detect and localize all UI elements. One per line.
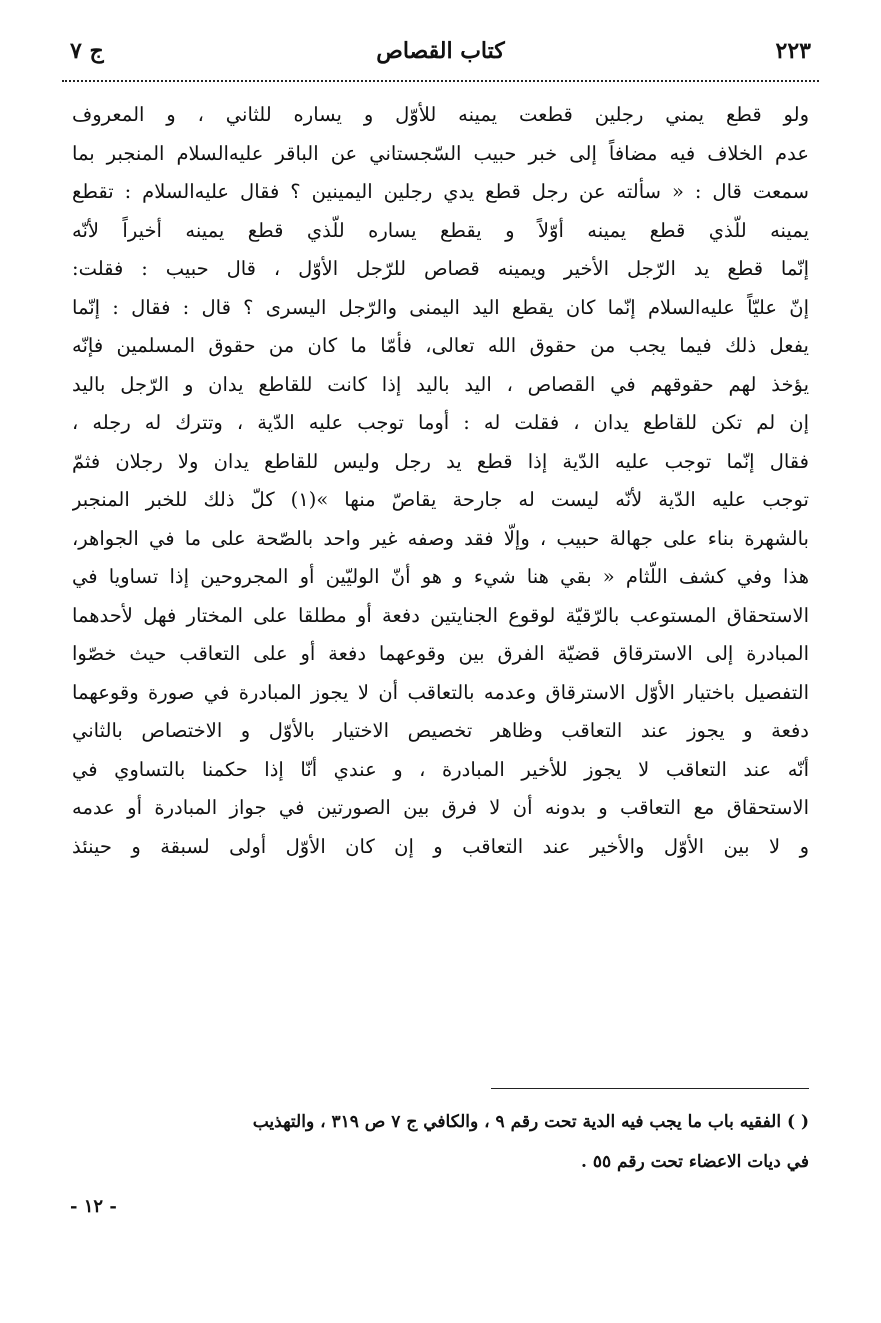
- body-line: ولو قطع يمني رجلين قطعت يمينه للأوّل و يساره للثاني ، و المعروف: [72, 103, 809, 126]
- body-line: يؤخذ لهم حقوقهم في القصاص ، اليد باليد إذا كانت للقاطع يدان و الرّجل باليد: [72, 372, 809, 396]
- footnote-line: ( ) الفقيه باب ما يجب فيه الدية تحت رقم ٩ ، والكافي ج ٧ ص ٣١٩ ، والتهذيب: [252, 1112, 809, 1132]
- footnotes: [72, 1102, 809, 1182]
- body-line: يفعل ذلك فيما يجب من حقوق الله تعالى، فأمّا ما كان من حقوق المسلمين فإنّه: [72, 334, 809, 357]
- body-line: توجب عليه الدّية لأنّه ليست له جارحة يقاصّ منها »(١) كلّ ذلك للخبر المنجبر: [72, 488, 809, 511]
- body-line: التفصيل باختيار الأوّل الاسترقاق وعدمه بالتعاقب أن لا يجوز المبادرة في صورة وقوعهما: [72, 680, 809, 704]
- body-line: سمعت قال : « سألته عن رجل قطع يدي رجلين اليمينين ؟ فقال عليه‌السلام : تقطع: [72, 180, 809, 203]
- body-line: بالشهرة بناء على جهالة حبيب ، وإلّا فقد وصفه غير واحد بالصّحة على ما في الجواهر،: [72, 526, 809, 550]
- body-line: إن لم تكن للقاطع يدان ، فقلت له : أوما توجب عليه الدّية ، وتترك له رجله ،: [72, 411, 809, 434]
- body-line: أنّه عند التعاقب لا يجوز للأخير المبادرة ، و عندي أنّا إذا حكمنا بالتساوي في: [72, 757, 809, 781]
- body-line: و لا بين الأوّل والأخير عند التعاقب و إن كان الأوّل أولى لسبقة و حينئذ: [72, 834, 809, 858]
- page-number: ٢٢٣: [775, 38, 811, 64]
- volume-label: ج ٧: [70, 38, 104, 64]
- body-line: هذا وفي كشف اللّثام « بقي هنا شيء و هو أنّ الوليّين أو المجروحين إذا تساويا في: [72, 565, 809, 588]
- body-line: المبادرة إلى الاسترقاق قضيّة الفرق بين وقوعهما دفعة أو على التعاقب حيث خصّوا: [72, 642, 809, 665]
- body-line: دفعة و يجوز عند التعاقب وظاهر تخصيص الاختيار بالأوّل و الاختصاص بالثاني: [72, 719, 809, 742]
- body-line: يمينه للّذي قطع يمينه أوّلاً و يقطع يساره للّذي قطع يمينه أخيراً لأنّه: [72, 218, 809, 242]
- footnote-divider: [491, 1088, 809, 1089]
- book-title: كتاب القصاص: [376, 38, 505, 64]
- body-line: فقال إنّما توجب عليه الدّية إذا قطع يد رجل وليس للقاطع يدان ولا رجلان فثمّ: [72, 449, 809, 473]
- body-text: [72, 96, 809, 866]
- header-divider: [62, 80, 819, 82]
- footnote-line: في ديات الاعضاء تحت رقم ٥٥ .: [580, 1152, 809, 1172]
- body-line: الاستحقاق مع التعاقب و بدونه أن لا فرق بين الصورتين في جواز المبادرة أو عدمه: [72, 796, 809, 819]
- body-line: عدم الخلاف فيه مضافاً إلى خبر حبيب السّجستاني عن الباقر عليه‌السلام المنجبر بما: [72, 141, 809, 165]
- signature-mark: - ١٢ -: [70, 1196, 117, 1217]
- page-header: [70, 38, 811, 78]
- body-line: الاستحقاق المستوعب بالرّقيّة لوقوع الجنايتين دفعة أو مطلقا على المختار فهل لأحدهما: [72, 603, 809, 627]
- body-line: إنّ عليّاً عليه‌السلام إنّما كان يقطع اليد اليمنى والرّجل اليسرى ؟ قال : فقال : إنّما: [72, 295, 809, 319]
- body-line: إنّما قطع يد الرّجل الأخير ويمينه قصاص للرّجل الأوّل ، قال حبيب : فقلت:: [72, 257, 809, 280]
